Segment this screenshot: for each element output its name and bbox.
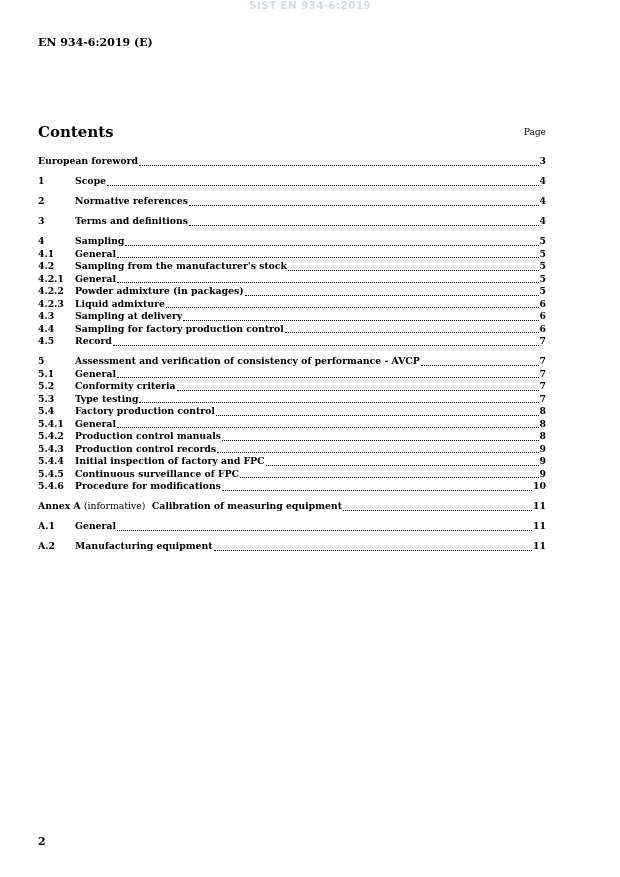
dot-leader xyxy=(166,306,539,308)
contents-title: Contents xyxy=(38,123,114,141)
toc-entry[interactable] xyxy=(38,236,546,249)
toc-entry-number: 5.2 xyxy=(38,381,55,392)
toc-entry-page: 9 xyxy=(539,443,546,455)
toc-entry-page: 5 xyxy=(539,261,546,272)
footer-page-number: 2 xyxy=(38,835,46,848)
toc-entry-title: Liquid admixture xyxy=(75,298,165,310)
annex-type: (informative) xyxy=(83,501,146,512)
toc-entry-page: 11 xyxy=(533,541,546,552)
toc-entry[interactable] xyxy=(38,431,546,444)
toc-entry-page: 5 xyxy=(539,273,546,285)
toc-entry[interactable] xyxy=(38,196,546,209)
toc-entry[interactable] xyxy=(38,444,546,457)
toc-entry-page: 7 xyxy=(539,368,546,380)
toc-entry-title: Normative references xyxy=(75,196,188,207)
toc-entry-title: Type testing xyxy=(75,393,139,405)
dot-leader xyxy=(222,439,539,441)
toc-entry-number: 2 xyxy=(38,196,45,207)
toc-entry-page: 9 xyxy=(539,456,546,467)
toc-entry-number: 4.1 xyxy=(38,248,55,260)
dot-leader xyxy=(183,319,538,321)
toc-entry-title: Sampling for factory production control xyxy=(75,323,284,335)
toc-entry-number: 5.4.2 xyxy=(38,431,64,442)
toc-entry-title: Continuous surveillance of FPC xyxy=(75,468,239,480)
toc-entry-number: 4.2.3 xyxy=(38,298,64,310)
toc-entry-number: 3 xyxy=(38,216,45,227)
toc-entry-number: 4.4 xyxy=(38,323,55,335)
toc-entry-title: Factory production control xyxy=(75,406,215,417)
toc-entry-page: 6 xyxy=(539,298,546,310)
toc-entry-page: 11 xyxy=(533,501,546,512)
dot-leader xyxy=(189,204,539,206)
toc-entry-title: Sampling at delivery xyxy=(75,311,183,322)
dot-leader xyxy=(117,529,532,531)
toc-entry-title: Initial inspection of factory and FPC xyxy=(75,456,265,467)
toc-entry-number: 4.5 xyxy=(38,336,55,347)
toc-entry[interactable] xyxy=(38,274,546,287)
toc-entry-number: 5.1 xyxy=(38,368,55,380)
dot-leader xyxy=(177,389,539,391)
toc-entry[interactable] xyxy=(38,419,546,432)
dot-leader xyxy=(117,376,539,378)
toc-entry[interactable] xyxy=(38,261,546,274)
toc-entry-page: 5 xyxy=(539,286,546,297)
toc-entry-page: 3 xyxy=(539,156,546,167)
table-of-contents xyxy=(38,156,546,554)
dot-leader xyxy=(214,549,533,551)
toc-entry[interactable] xyxy=(38,324,546,337)
page-column-label: Page xyxy=(523,128,546,138)
toc-entry[interactable] xyxy=(38,541,546,554)
annex-label: Annex A xyxy=(38,501,81,512)
toc-entry-number: 5.4.4 xyxy=(38,456,64,467)
toc-entry[interactable] xyxy=(38,156,546,169)
toc-entry-title: General xyxy=(75,248,116,260)
toc-entry-page: 5 xyxy=(539,248,546,260)
toc-entry-page: 8 xyxy=(539,431,546,442)
toc-entry[interactable] xyxy=(38,356,546,369)
dot-leader xyxy=(217,451,538,453)
toc-entry-page: 4 xyxy=(539,216,546,227)
dot-leader xyxy=(139,401,538,403)
toc-entry[interactable] xyxy=(38,336,546,349)
toc-entry-title: General xyxy=(75,273,116,285)
dot-leader xyxy=(117,426,539,428)
toc-entry[interactable] xyxy=(38,469,546,482)
toc-entry-number: 4 xyxy=(38,236,45,247)
toc-entry-title: Powder admixture (in packages) xyxy=(75,286,244,297)
toc-entry[interactable] xyxy=(38,381,546,394)
toc-entry[interactable] xyxy=(38,176,546,189)
dot-leader xyxy=(125,244,538,246)
toc-entry-page: 8 xyxy=(539,406,546,417)
toc-entry-page: 4 xyxy=(539,196,546,207)
toc-entry-page: 7 xyxy=(539,381,546,392)
toc-entry-title: General xyxy=(75,418,116,430)
toc-entry-title: Conformity criteria xyxy=(75,381,176,392)
toc-entry-number: A.1 xyxy=(38,521,55,532)
toc-entry-page: 8 xyxy=(539,418,546,430)
toc-entry-number: 5.4 xyxy=(38,406,55,417)
toc-entry-page: 6 xyxy=(539,311,546,322)
toc-entry[interactable] xyxy=(38,481,546,494)
toc-entry-title: Production control records xyxy=(75,443,217,455)
toc-entry-number: 5.4.3 xyxy=(38,443,64,455)
toc-entry-page: 9 xyxy=(539,468,546,480)
toc-entry-number: 5.4.1 xyxy=(38,418,64,430)
toc-entry-title xyxy=(38,501,342,514)
dot-leader xyxy=(222,489,532,491)
toc-entry[interactable] xyxy=(38,249,546,262)
toc-entry-page: 5 xyxy=(539,236,546,247)
dot-leader xyxy=(343,509,532,511)
dot-leader xyxy=(421,364,539,366)
toc-entry-number: A.2 xyxy=(38,541,55,552)
toc-entry-number: 5.4.6 xyxy=(38,481,64,492)
toc-entry-title: Assessment and verification of consistency of performance - AVCP xyxy=(75,356,420,367)
document-id: EN 934-6:2019 (E) xyxy=(38,36,153,49)
dot-leader xyxy=(216,414,539,416)
toc-entry[interactable] xyxy=(38,311,546,324)
toc-entry[interactable] xyxy=(38,216,546,229)
dot-leader xyxy=(117,256,539,258)
dot-leader xyxy=(139,164,539,166)
dot-leader xyxy=(113,344,539,346)
toc-entry-page: 4 xyxy=(539,176,546,187)
annex-title: Calibration of measuring equipment xyxy=(151,501,342,512)
toc-entry-number: 1 xyxy=(38,176,45,187)
dot-leader xyxy=(117,281,539,283)
toc-entry-number: 4.2 xyxy=(38,261,55,272)
toc-entry-number: 5 xyxy=(38,356,45,367)
toc-entry[interactable] xyxy=(38,406,546,419)
toc-entry[interactable] xyxy=(38,521,546,534)
toc-entry-page: 6 xyxy=(539,323,546,335)
toc-entry-title: Record xyxy=(75,336,112,347)
dot-leader xyxy=(107,184,539,186)
toc-entry-title: General xyxy=(75,521,116,532)
toc-entry-title: Manufacturing equipment xyxy=(75,541,213,552)
toc-entry-number: 5.4.5 xyxy=(38,468,64,480)
toc-entry-number: 4.2.2 xyxy=(38,286,64,297)
toc-entry[interactable] xyxy=(38,501,546,514)
toc-entry[interactable] xyxy=(38,456,546,469)
toc-entry-number: 4.2.1 xyxy=(38,273,64,285)
toc-entry-page: 7 xyxy=(539,356,546,367)
dot-leader xyxy=(266,464,539,466)
toc-entry-title: European foreword xyxy=(38,156,138,167)
toc-entry-title: Procedure for modifications xyxy=(75,481,221,492)
dot-leader xyxy=(245,294,539,296)
toc-entry-number: 4.3 xyxy=(38,311,55,322)
toc-entry-page: 11 xyxy=(533,521,546,532)
toc-entry-title: Production control manuals xyxy=(75,431,221,442)
toc-entry-title: General xyxy=(75,368,116,380)
toc-entry-title: Terms and definitions xyxy=(75,216,188,227)
dot-leader xyxy=(240,476,539,478)
toc-entry[interactable] xyxy=(38,369,546,382)
dot-leader xyxy=(285,331,539,333)
toc-entry-title: Sampling from the manufacturer's stock xyxy=(75,261,287,272)
toc-entry-page: 7 xyxy=(539,393,546,405)
toc-entry-title: Scope xyxy=(75,176,106,187)
toc-entry[interactable] xyxy=(38,299,546,312)
toc-entry-number: 5.3 xyxy=(38,393,55,405)
toc-entry-page: 10 xyxy=(533,481,546,492)
dot-leader xyxy=(288,269,539,271)
toc-entry[interactable] xyxy=(38,286,546,299)
dot-leader xyxy=(189,224,539,226)
watermark: SIST EN 934-6:2019 xyxy=(249,0,371,12)
toc-entry[interactable] xyxy=(38,394,546,407)
toc-entry-page: 7 xyxy=(539,336,546,347)
toc-entry-title: Sampling xyxy=(75,236,125,247)
